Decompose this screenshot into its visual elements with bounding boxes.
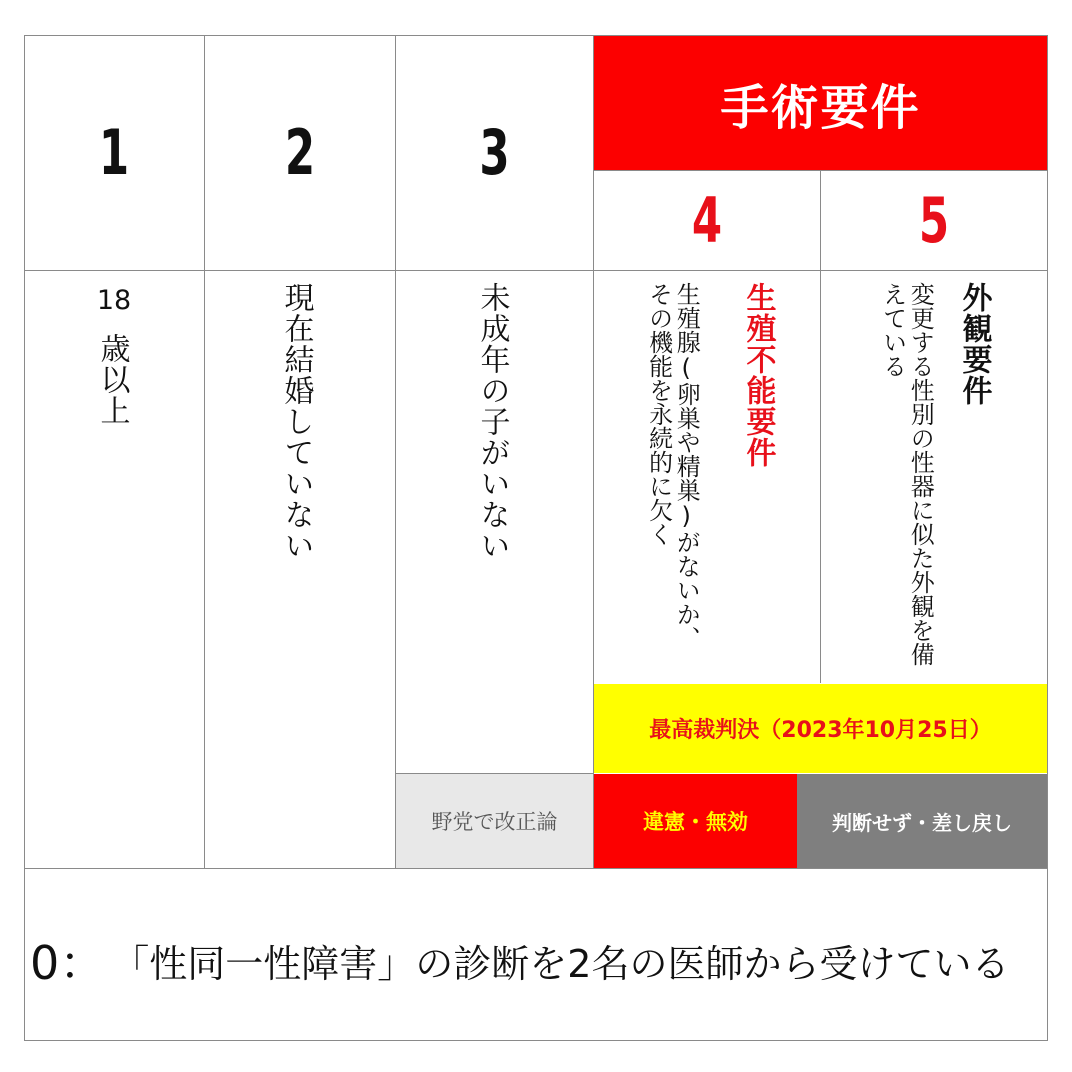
- diagnosis-requirement-row: [30, 930, 1009, 990]
- column-number-2: 2: [284, 116, 316, 189]
- sterility-requirement-title: 生殖不能要件: [740, 282, 776, 468]
- age-suffix: 歳以上: [94, 333, 130, 426]
- requirement-not-married: 現在結婚していない: [278, 282, 314, 561]
- column-number-3: 3: [479, 116, 510, 189]
- appearance-requirement-title: 外観要件: [956, 282, 992, 406]
- surgery-requirement-header: 手術要件: [594, 36, 1047, 170]
- unconstitutional-status: 違憲・無効: [594, 774, 797, 868]
- requirement-cell-1: [24, 271, 204, 868]
- column-divider: [204, 35, 205, 868]
- sterility-requirement-body: 生殖腺(卵巣や精巣)がないか、その機能を永続的に欠く: [644, 282, 701, 650]
- column-divider: [395, 35, 396, 868]
- diagnosis-requirement-text: 「性同一性障害」の診断を2名の医師から受けている: [111, 941, 1010, 986]
- column-number-4: 4: [691, 184, 723, 257]
- age-number: 18: [96, 285, 132, 316]
- requirement-zero-label: 0：: [30, 936, 106, 990]
- requirement-no-minor-child: 未成年の子がいない: [474, 282, 510, 561]
- column-number-5: 5: [918, 184, 950, 257]
- supreme-court-ruling-banner: 最高裁判決（2023年10月25日）: [594, 684, 1047, 773]
- opposition-reform-note: 野党で改正論: [396, 774, 593, 868]
- remanded-status: 判断せず・差し戻し: [797, 774, 1047, 868]
- column-divider: [820, 170, 821, 683]
- column-number-1: 1: [98, 116, 130, 189]
- row-divider: [24, 868, 1048, 869]
- appearance-requirement-body: 変更する性別の性器に似た外観を備えている: [878, 282, 935, 666]
